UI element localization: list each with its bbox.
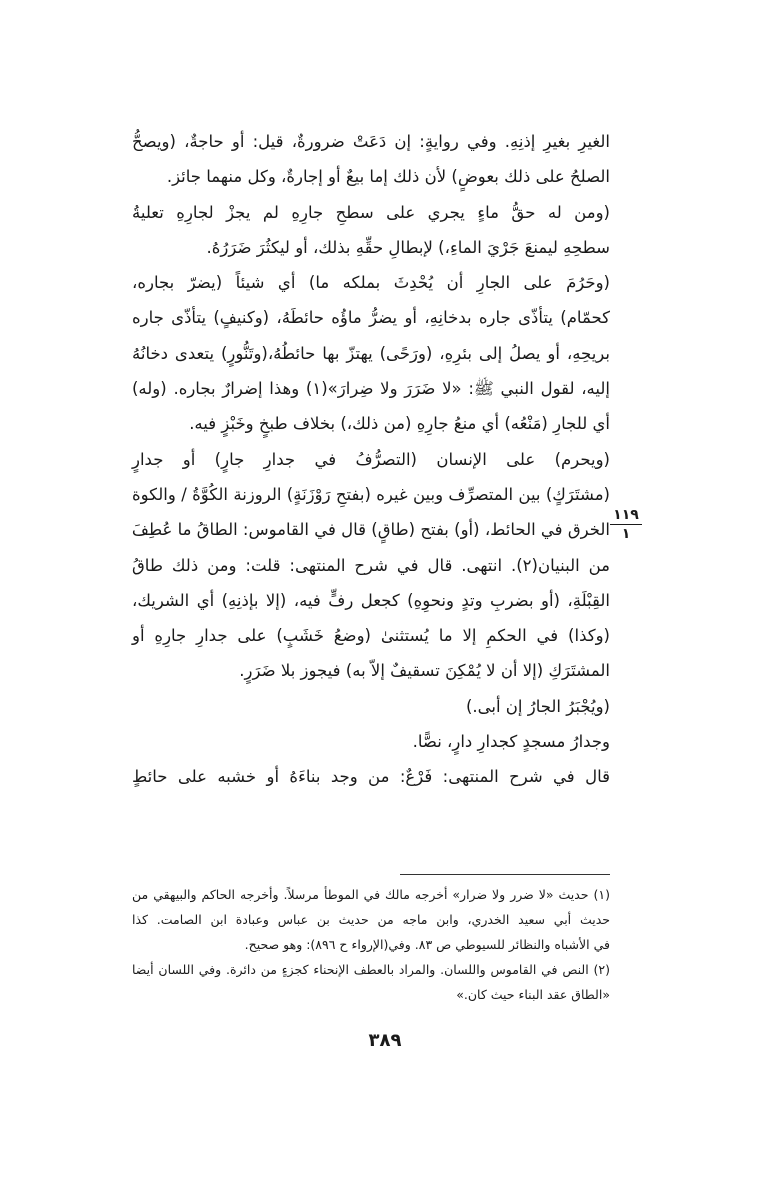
page-number: ٣٨٩: [368, 1030, 402, 1051]
text-line: إليه، لقول النبي ﷺ: «لا ضَرَرَ ولا ضِرارَ»(١) وهذا إضرارٌ بجاره. (وله): [132, 379, 610, 399]
text-line: المشتَرَكِ (إلا أن لا يُمْكِنَ تسقيفٌ إلاّ به) فيجوز بلا ضَرَرٍ.: [239, 661, 610, 681]
text-line: من البنيان(٢). انتهى. قال في شرح المنتهى: قلت: ومن ذلك طاقُ: [132, 555, 611, 575]
text-line: القِبْلَةِ، (أو بضربِ وتدٍ ونحوِهِ) كجعل رفٍّ فيه، (إلا بإذنِهِ) أي الشريك،: [132, 590, 610, 610]
text-line: قال في شرح المنتهى: فَرْعٌ: من وجد بناءَهُ أو خشبه على حائطٍ: [132, 767, 610, 787]
text-line: سطحِهِ ليمنعَ جَرْيَ الماءِ،) لإبطالِ حقِّهِ بذلك، أو ليكثُرَ ضَرَرُهُ.: [206, 237, 610, 257]
margin-page-marker: [610, 507, 642, 542]
text-line: (مشتَرَكٍ) بين المتصرِّف وبين غيره (بفتحِ رَوْزَنَةٍ) الروزنة الكُوَّةُ / والكوة: [132, 484, 610, 504]
text-line: وجدارُ مسجدٍ كجدارِ دارٍ، نصًّا.: [412, 732, 610, 752]
text-line: كحمّام) يتأذّى جاره بدخانِهِ، أو يضرُّ ماؤُه حائطَهُ، (وكنيفٍ) يتأذّى جاره: [132, 308, 610, 328]
text-line: الغيرِ بغيرِ إذنِهِ. وفي روايةٍ: إن دَعَتْ ضرورةٌ، قيل: أو حاجةٌ، (ويصحُّ: [132, 132, 610, 151]
footnote-line: (٢) النص في القاموس واللسان. والمراد بالعطف الإنحناء كجزءٍ من دائرة. وفي اللسان أيضا: [132, 962, 610, 977]
text-line: أي للجارِ (مَنْعُه) أي منعُ جارِهِ (من ذلك،) بخلاف طبخٍ وخَبْزٍ فيه.: [189, 414, 610, 434]
text-line: (ويُجْبَرُ الجارُ إن أبى.): [465, 696, 610, 716]
marker-volume-page: ١١٩: [610, 507, 642, 525]
footnote-line: حديث أبي سعيد الخدري، وابن ماجه من حديث بن عباس وعبادة ابن الصامت. كذا: [132, 912, 610, 927]
footnote-line: في الأشباه والنظائر للسيوطي ص ٨٣. وفي(الإرواء ح ٨٩٦): وهو صحيح.: [244, 937, 610, 952]
footnotes: [132, 882, 610, 1007]
footnote-separator: [400, 874, 610, 875]
text-line: (وكذا) في الحكمِ إلا ما يُستثنىٰ (وضعُ خَشَبٍ) على جدارِ جارِهِ أو: [132, 626, 610, 646]
marker-volume-number: ١: [621, 526, 631, 542]
text-line: (ويحرم) على الإنسان (التصرُّفُ في جدارِ جارٍ) أو جدارٍ: [132, 449, 610, 469]
text-line: الخرق في الحائط، (أو) بفتح (طاقٍ) قال في القاموس: الطاقُ ما عُطِفَ: [131, 520, 610, 540]
text-line: الصلحُ على ذلك بعوضٍ) لأن ذلك إما بيعٌ أو إجارةٌ، وكل منهما جائز.: [166, 167, 610, 187]
footnote-line: (١) حديث «لا ضرر ولا ضرار» أخرجه مالك في الموطأ مرسلاً. وأخرجه الحاكم والبيهقي من: [132, 887, 610, 902]
main-text: [132, 124, 610, 795]
text-line: (وحَرُمَ على الجارِ أن يُحْدِثَ بملكه ما) أي شيئاً (يضرّ بجاره،: [132, 273, 610, 293]
text-line: (ومن له حقُّ ماءٍ يجري على سطحِ جارِهِ لم يجزْ لجارِهِ تعليةُ: [132, 202, 610, 222]
footnote-line: «الطاق عقد البناء حيث كان.»: [456, 987, 610, 1002]
text-line: بريحِهِ، أو يصلُ إلى بئرِهِ، (ورَحًى) يهتزّ بها حائطُهُ،(وتَنُّورٍ) يتعدى دخانُهُ: [132, 343, 610, 363]
